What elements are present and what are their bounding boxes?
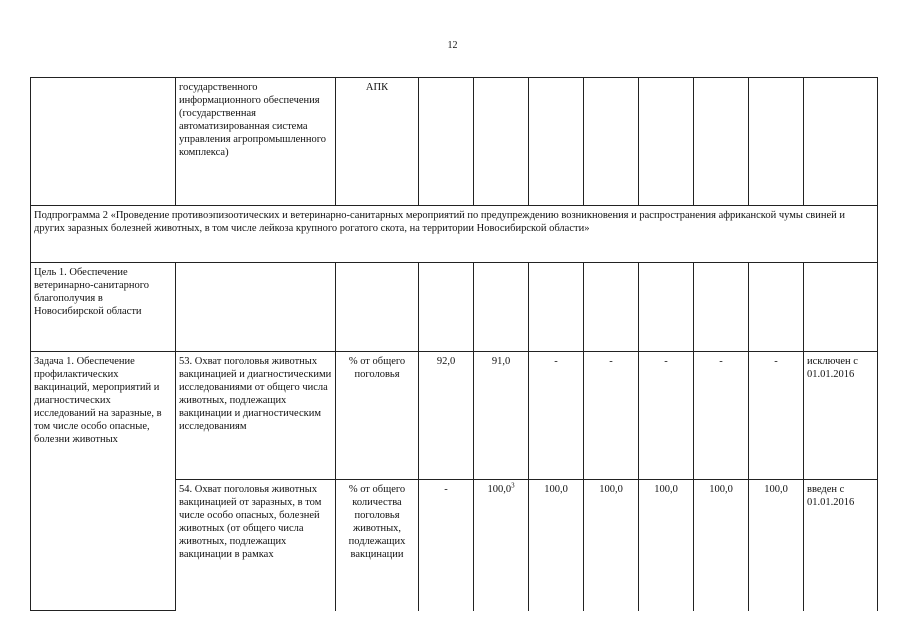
goal-text: Цель 1. Обеспечение ветеринарно-санитарного благополучия в Новосибирской области	[31, 263, 176, 352]
value-cell: -	[749, 352, 804, 480]
value-cell: 91,0	[474, 352, 529, 480]
value-cell: 100,0	[749, 480, 804, 611]
footnote-mark: 3	[511, 481, 515, 490]
subprogram-title: Подпрограмма 2 «Проведение противоэпизоотических и ветеринарно-санитарных мероприятий по предупреждению возникновения и распространения африканской чумы свиней и других заразных болезней животных, в том числе лейкоза крупного рогатого скота, на территории Новосибирской области»	[31, 206, 878, 263]
indicator-54-name: 54. Охват поголовья животных вакцинацией от заразных, в том числе особо опасных, болезней животных (от общего числа животных, подлежащих вакцинации в рамках	[176, 480, 336, 611]
value-cell: -	[529, 352, 584, 480]
indicators-table	[30, 77, 878, 611]
subprogram-row	[31, 206, 878, 263]
value-text: 100,0	[487, 484, 512, 495]
table-row-agro-system	[31, 78, 878, 206]
value-cell: 92,0	[419, 352, 474, 480]
task-text: Задача 1. Обеспечение профилактических вакцинаций, мероприятий и диагностических исследований на заразные, в том числе особо опасные, болезни животных	[31, 352, 176, 611]
indicator-53-row	[31, 352, 878, 480]
indicator-53-note: исключен с 01.01.2016	[804, 352, 878, 480]
indicator-53-name: 53. Охват поголовья животных вакцинацией и диагностическими исследованиями от общего числа животных, подлежащих вакцинации и диагностическим исследованиям	[176, 352, 336, 480]
indicator-53-unit: % от общего поголовья	[336, 352, 419, 480]
indicator-name: государственного информационного обеспечения (государственная автоматизированная система управления агропромышленного комплекса)	[176, 78, 336, 206]
value-cell: 100,0	[529, 480, 584, 611]
value-cell: -	[694, 352, 749, 480]
value-cell: 100,0	[639, 480, 694, 611]
value-cell: 100,0	[694, 480, 749, 611]
indicator-54-note: введен с 01.01.2016	[804, 480, 878, 611]
value-cell: -	[639, 352, 694, 480]
unit: АПК	[336, 78, 419, 206]
value-cell: 100,0	[584, 480, 639, 611]
value-cell: -	[584, 352, 639, 480]
value-cell-footnoted	[474, 480, 529, 611]
value-cell: -	[419, 480, 474, 611]
goal-row	[31, 263, 878, 352]
page-number: 12	[447, 40, 458, 51]
indicator-54-unit: % от общего количества поголовья животных, подлежащих вакцинации	[336, 480, 419, 611]
